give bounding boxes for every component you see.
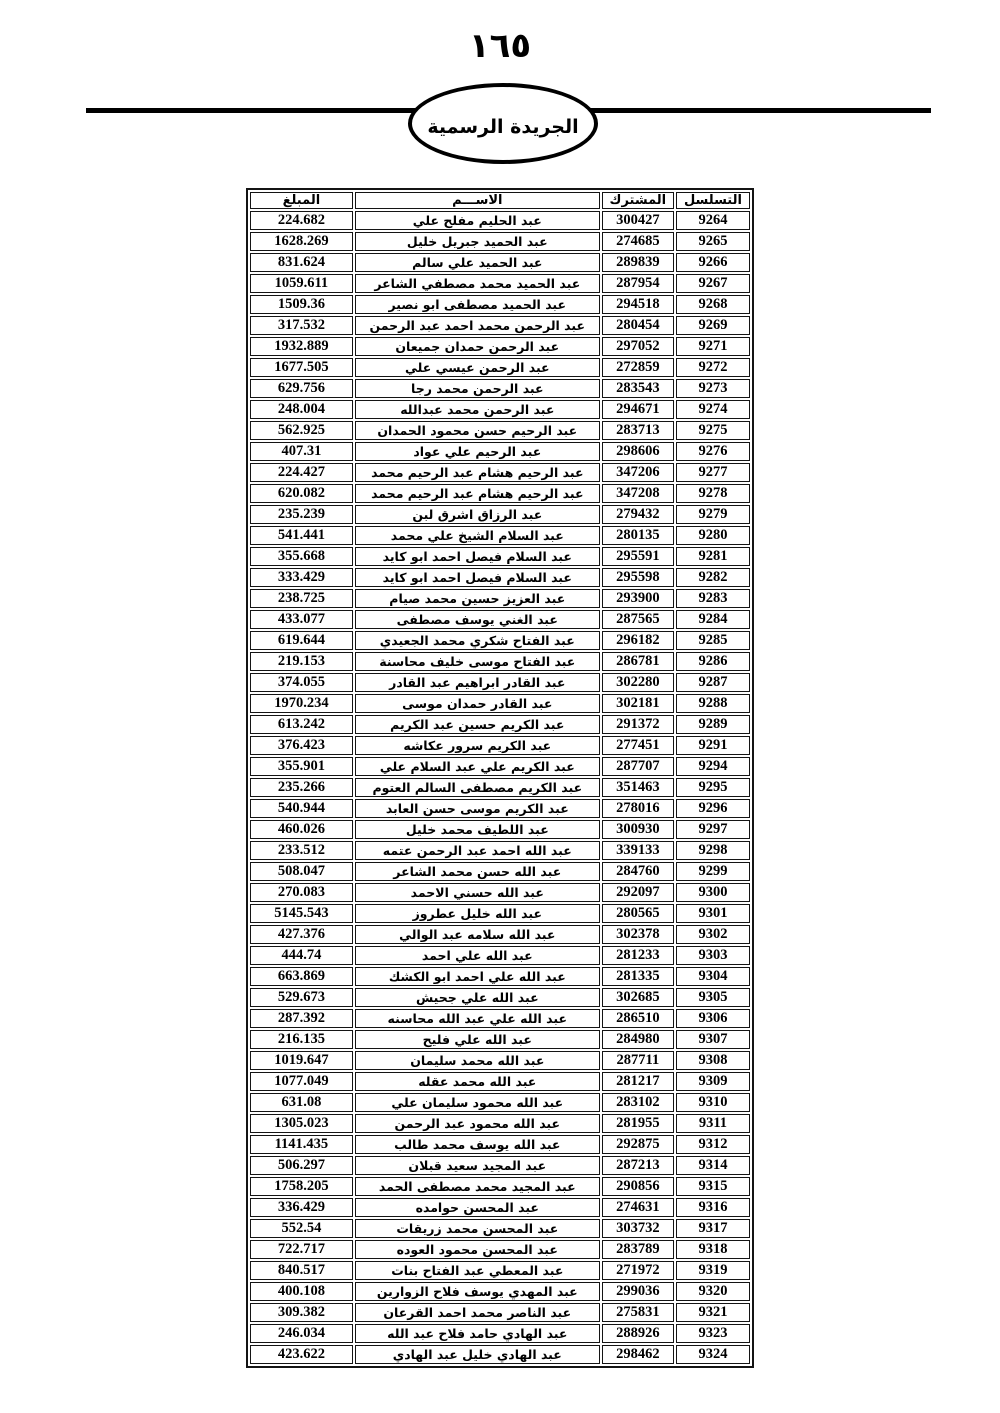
table-row: [250, 484, 750, 503]
table-row: [250, 1114, 750, 1133]
cell-serial: 9288: [676, 694, 750, 713]
cell-name: عبد المهدي يوسف فلاح الزوارين: [355, 1282, 600, 1301]
cell-serial: 9302: [676, 925, 750, 944]
cell-serial: 9284: [676, 610, 750, 629]
table-row: [250, 337, 750, 356]
cell-amount: 444.74: [250, 946, 353, 965]
cell-amount: 562.925: [250, 421, 353, 440]
cell-amount: 5145.543: [250, 904, 353, 923]
table-row: [250, 274, 750, 293]
cell-serial: 9264: [676, 211, 750, 230]
cell-amount: 1141.435: [250, 1135, 353, 1154]
cell-serial: 9318: [676, 1240, 750, 1259]
cell-amount: 840.517: [250, 1261, 353, 1280]
cell-subscriber: 286510: [602, 1009, 674, 1028]
table-row: [250, 1135, 750, 1154]
table-row: [250, 1093, 750, 1112]
records-table: [246, 188, 754, 1368]
table-row: [250, 1051, 750, 1070]
cell-name: عبد الحميد علي سالم: [355, 253, 600, 272]
cell-serial: 9276: [676, 442, 750, 461]
gazette-title-ellipse: [408, 83, 598, 164]
cell-subscriber: 288926: [602, 1324, 674, 1343]
cell-name: عبد الرحمن حمدان جميعان: [355, 337, 600, 356]
cell-name: عبد الغني يوسف مصطفى: [355, 610, 600, 629]
table-row: [250, 673, 750, 692]
cell-serial: 9309: [676, 1072, 750, 1091]
cell-amount: 1059.611: [250, 274, 353, 293]
cell-amount: 355.668: [250, 547, 353, 566]
cell-serial: 9282: [676, 568, 750, 587]
cell-serial: 9275: [676, 421, 750, 440]
cell-subscriber: 296182: [602, 631, 674, 650]
cell-subscriber: 291372: [602, 715, 674, 734]
table-row: [250, 946, 750, 965]
table-row: [250, 316, 750, 335]
cell-amount: 1509.36: [250, 295, 353, 314]
cell-serial: 9300: [676, 883, 750, 902]
cell-amount: 427.376: [250, 925, 353, 944]
cell-serial: 9320: [676, 1282, 750, 1301]
cell-subscriber: 347206: [602, 463, 674, 482]
cell-subscriber: 283713: [602, 421, 674, 440]
cell-name: عبد الكريم علي عبد السلام علي: [355, 757, 600, 776]
table-row: [250, 694, 750, 713]
cell-amount: 336.429: [250, 1198, 353, 1217]
cell-name: عبد المحسن محمود العوده: [355, 1240, 600, 1259]
table-row: [250, 1156, 750, 1175]
cell-name: عبد السلام فيصل احمد ابو كايد: [355, 547, 600, 566]
cell-name: عبد الرحمن عيسي علي: [355, 358, 600, 377]
cell-serial: 9265: [676, 232, 750, 251]
cell-subscriber: 302685: [602, 988, 674, 1007]
table-row: [250, 463, 750, 482]
table-row: [250, 967, 750, 986]
cell-amount: 613.242: [250, 715, 353, 734]
cell-name: عبد الرحيم علي عواد: [355, 442, 600, 461]
cell-name: عبد الله محمود عبد الرحمن: [355, 1114, 600, 1133]
cell-name: عبد الحليم مفلح علي: [355, 211, 600, 230]
cell-serial: 9305: [676, 988, 750, 1007]
table-row: [250, 1282, 750, 1301]
table-row: [250, 904, 750, 923]
cell-subscriber: 290856: [602, 1177, 674, 1196]
cell-name: عبد المحسن حوامده: [355, 1198, 600, 1217]
cell-amount: 506.297: [250, 1156, 353, 1175]
cell-subscriber: 347208: [602, 484, 674, 503]
cell-subscriber: 272859: [602, 358, 674, 377]
table-row: [250, 988, 750, 1007]
cell-name: عبد الله علي جحيش: [355, 988, 600, 1007]
cell-serial: 9285: [676, 631, 750, 650]
cell-subscriber: 275831: [602, 1303, 674, 1322]
cell-amount: 224.682: [250, 211, 353, 230]
cell-serial: 9303: [676, 946, 750, 965]
cell-amount: 400.108: [250, 1282, 353, 1301]
cell-name: عبد المجيد سعيد قبلان: [355, 1156, 600, 1175]
cell-serial: 9304: [676, 967, 750, 986]
cell-amount: 1932.889: [250, 337, 353, 356]
table-row: [250, 736, 750, 755]
cell-subscriber: 339133: [602, 841, 674, 860]
cell-amount: 235.266: [250, 778, 353, 797]
table-row: [250, 358, 750, 377]
cell-subscriber: 287954: [602, 274, 674, 293]
cell-serial: 9298: [676, 841, 750, 860]
table-row: [250, 610, 750, 629]
table-row: [250, 1009, 750, 1028]
cell-serial: 9272: [676, 358, 750, 377]
cell-subscriber: 281335: [602, 967, 674, 986]
records-tbody: [250, 211, 750, 1364]
cell-amount: 460.026: [250, 820, 353, 839]
cell-subscriber: 281955: [602, 1114, 674, 1133]
cell-serial: 9310: [676, 1093, 750, 1112]
table-row: [250, 505, 750, 524]
table-row: [250, 820, 750, 839]
cell-amount: 423.622: [250, 1345, 353, 1364]
cell-name: عبد الناصر محمد احمد القرعان: [355, 1303, 600, 1322]
cell-subscriber: 287711: [602, 1051, 674, 1070]
cell-amount: 407.31: [250, 442, 353, 461]
cell-serial: 9267: [676, 274, 750, 293]
cell-name: عبد الرحمن محمد احمد عبد الرحمن: [355, 316, 600, 335]
cell-amount: 1758.205: [250, 1177, 353, 1196]
table-header-row: [250, 192, 750, 209]
table-row: [250, 442, 750, 461]
cell-amount: 287.392: [250, 1009, 353, 1028]
cell-amount: 831.624: [250, 253, 353, 272]
cell-serial: 9286: [676, 652, 750, 671]
cell-serial: 9277: [676, 463, 750, 482]
cell-name: عبد الرحيم هشام عبد الرحيم محمد: [355, 484, 600, 503]
cell-subscriber: 292097: [602, 883, 674, 902]
cell-serial: 9294: [676, 757, 750, 776]
cell-name: عبد الحميد جبريل خليل: [355, 232, 600, 251]
cell-name: عبد اللطيف محمد خليل: [355, 820, 600, 839]
cell-serial: 9271: [676, 337, 750, 356]
cell-name: عبد الله حسني الاحمد: [355, 883, 600, 902]
cell-name: عبد الحميد محمد مصطفي الشاعر: [355, 274, 600, 293]
cell-serial: 9317: [676, 1219, 750, 1238]
cell-subscriber: 284760: [602, 862, 674, 881]
cell-amount: 317.532: [250, 316, 353, 335]
cell-subscriber: 298462: [602, 1345, 674, 1364]
cell-name: عبد الله احمد عبد الرحمن عتمه: [355, 841, 600, 860]
cell-serial: 9280: [676, 526, 750, 545]
table-row: [250, 799, 750, 818]
cell-subscriber: 284980: [602, 1030, 674, 1049]
cell-amount: 631.08: [250, 1093, 353, 1112]
cell-serial: 9323: [676, 1324, 750, 1343]
cell-serial: 9273: [676, 379, 750, 398]
cell-amount: 619.644: [250, 631, 353, 650]
cell-subscriber: 281217: [602, 1072, 674, 1091]
table-row: [250, 400, 750, 419]
cell-serial: 9268: [676, 295, 750, 314]
cell-amount: 629.756: [250, 379, 353, 398]
cell-subscriber: 294671: [602, 400, 674, 419]
cell-amount: 1077.049: [250, 1072, 353, 1091]
cell-name: عبد الله حسن محمد الشاعر: [355, 862, 600, 881]
cell-amount: 216.135: [250, 1030, 353, 1049]
cell-subscriber: 300427: [602, 211, 674, 230]
table-row: [250, 568, 750, 587]
cell-subscriber: 274685: [602, 232, 674, 251]
cell-name: عبد العزيز حسين محمد صيام: [355, 589, 600, 608]
cell-serial: 9299: [676, 862, 750, 881]
cell-amount: 1305.023: [250, 1114, 353, 1133]
column-header-serial: التسلسل: [676, 192, 750, 209]
cell-name: عبد الهادي خليل عبد الهادي: [355, 1345, 600, 1364]
cell-amount: 235.239: [250, 505, 353, 524]
cell-serial: 9307: [676, 1030, 750, 1049]
cell-serial: 9308: [676, 1051, 750, 1070]
cell-name: عبد المجيد محمد مصطفى الحمد: [355, 1177, 600, 1196]
cell-name: عبد الله محمود سليمان علي: [355, 1093, 600, 1112]
cell-serial: 9278: [676, 484, 750, 503]
cell-amount: 1970.234: [250, 694, 353, 713]
cell-serial: 9321: [676, 1303, 750, 1322]
table-row: [250, 778, 750, 797]
table-row: [250, 295, 750, 314]
cell-subscriber: 298606: [602, 442, 674, 461]
cell-subscriber: 293900: [602, 589, 674, 608]
cell-subscriber: 280565: [602, 904, 674, 923]
cell-subscriber: 283543: [602, 379, 674, 398]
cell-amount: 309.382: [250, 1303, 353, 1322]
cell-name: عبد الله خليل عطروز: [355, 904, 600, 923]
cell-subscriber: 289839: [602, 253, 674, 272]
cell-name: عبد الكريم موسى حسن العابد: [355, 799, 600, 818]
cell-serial: 9311: [676, 1114, 750, 1133]
cell-serial: 9297: [676, 820, 750, 839]
table-row: [250, 1345, 750, 1364]
cell-name: عبد القادر ابراهيم عبد القادر: [355, 673, 600, 692]
cell-name: عبد الهادي حامد فلاح عبد الله: [355, 1324, 600, 1343]
table-row: [250, 715, 750, 734]
table-row: [250, 1261, 750, 1280]
table-row: [250, 232, 750, 251]
page-number: ١٦٥: [468, 26, 532, 66]
cell-subscriber: 295591: [602, 547, 674, 566]
cell-amount: 1677.505: [250, 358, 353, 377]
cell-subscriber: 302378: [602, 925, 674, 944]
cell-amount: 1019.647: [250, 1051, 353, 1070]
table-row: [250, 1177, 750, 1196]
cell-subscriber: 271972: [602, 1261, 674, 1280]
cell-subscriber: 303732: [602, 1219, 674, 1238]
cell-name: عبد الحميد مصطفى ابو نصير: [355, 295, 600, 314]
cell-subscriber: 283102: [602, 1093, 674, 1112]
cell-name: عبد الله علي عبد الله محاسنه: [355, 1009, 600, 1028]
cell-subscriber: 287707: [602, 757, 674, 776]
table-row: [250, 253, 750, 272]
cell-name: عبد الرزاق اشرق لبن: [355, 505, 600, 524]
table-row: [250, 1240, 750, 1259]
cell-amount: 552.54: [250, 1219, 353, 1238]
cell-subscriber: 287565: [602, 610, 674, 629]
cell-subscriber: 286781: [602, 652, 674, 671]
table-row: [250, 1072, 750, 1091]
cell-subscriber: 280135: [602, 526, 674, 545]
table-row: [250, 421, 750, 440]
table-row: [250, 883, 750, 902]
cell-amount: 333.429: [250, 568, 353, 587]
cell-subscriber: 302280: [602, 673, 674, 692]
cell-amount: 1628.269: [250, 232, 353, 251]
cell-serial: 9281: [676, 547, 750, 566]
cell-subscriber: 274631: [602, 1198, 674, 1217]
cell-name: عبد الله محمد سليمان: [355, 1051, 600, 1070]
cell-subscriber: 279432: [602, 505, 674, 524]
table-row: [250, 1324, 750, 1343]
cell-serial: 9287: [676, 673, 750, 692]
table-row: [250, 1030, 750, 1049]
cell-amount: 248.004: [250, 400, 353, 419]
table-row: [250, 1219, 750, 1238]
cell-amount: 270.083: [250, 883, 353, 902]
cell-subscriber: 299036: [602, 1282, 674, 1301]
column-header-name: الاســـم: [355, 192, 600, 209]
cell-amount: 508.047: [250, 862, 353, 881]
table-row: [250, 652, 750, 671]
cell-serial: 9279: [676, 505, 750, 524]
table-row: [250, 547, 750, 566]
cell-name: عبد الكريم مصطفى السالم العتوم: [355, 778, 600, 797]
column-header-amount: المبلغ: [250, 192, 353, 209]
cell-name: عبد الرحيم هشام عبد الرحيم محمد: [355, 463, 600, 482]
cell-serial: 9289: [676, 715, 750, 734]
cell-subscriber: 287213: [602, 1156, 674, 1175]
cell-amount: 433.077: [250, 610, 353, 629]
cell-amount: 219.153: [250, 652, 353, 671]
cell-subscriber: 295598: [602, 568, 674, 587]
cell-subscriber: 292875: [602, 1135, 674, 1154]
records-table-container: [246, 188, 754, 1368]
cell-serial: 9315: [676, 1177, 750, 1196]
cell-amount: 663.869: [250, 967, 353, 986]
cell-serial: 9314: [676, 1156, 750, 1175]
cell-name: عبد الفتاح موسى خليف محاسنة: [355, 652, 600, 671]
cell-name: عبد الفتاح شكري محمد الجعيدي: [355, 631, 600, 650]
cell-amount: 541.441: [250, 526, 353, 545]
cell-subscriber: 294518: [602, 295, 674, 314]
cell-name: عبد الله سلامه عبد الوالي: [355, 925, 600, 944]
cell-serial: 9296: [676, 799, 750, 818]
table-row: [250, 589, 750, 608]
cell-amount: 374.055: [250, 673, 353, 692]
cell-serial: 9319: [676, 1261, 750, 1280]
table-row: [250, 841, 750, 860]
cell-name: عبد المحسن محمد زريقات: [355, 1219, 600, 1238]
table-row: [250, 1303, 750, 1322]
cell-amount: 233.512: [250, 841, 353, 860]
cell-serial: 9324: [676, 1345, 750, 1364]
table-row: [250, 862, 750, 881]
cell-amount: 246.034: [250, 1324, 353, 1343]
cell-amount: 620.082: [250, 484, 353, 503]
cell-amount: 722.717: [250, 1240, 353, 1259]
table-row: [250, 1198, 750, 1217]
cell-serial: 9266: [676, 253, 750, 272]
gazette-title: الجريدة الرسمية: [427, 115, 579, 138]
cell-subscriber: 277451: [602, 736, 674, 755]
cell-name: عبد الرحيم حسن محمود الحمدان: [355, 421, 600, 440]
cell-subscriber: 351463: [602, 778, 674, 797]
cell-subscriber: 278016: [602, 799, 674, 818]
cell-serial: 9269: [676, 316, 750, 335]
cell-subscriber: 297052: [602, 337, 674, 356]
cell-name: عبد الله علي فليح: [355, 1030, 600, 1049]
cell-subscriber: 283789: [602, 1240, 674, 1259]
cell-name: عبد القادر حمدان موسى: [355, 694, 600, 713]
cell-amount: 224.427: [250, 463, 353, 482]
cell-serial: 9306: [676, 1009, 750, 1028]
cell-serial: 9295: [676, 778, 750, 797]
table-row: [250, 379, 750, 398]
cell-serial: 9301: [676, 904, 750, 923]
cell-subscriber: 281233: [602, 946, 674, 965]
table-row: [250, 925, 750, 944]
cell-serial: 9274: [676, 400, 750, 419]
cell-name: عبد الله محمد عقله: [355, 1072, 600, 1091]
table-row: [250, 757, 750, 776]
cell-serial: 9312: [676, 1135, 750, 1154]
cell-serial: 9316: [676, 1198, 750, 1217]
cell-subscriber: 280454: [602, 316, 674, 335]
cell-amount: 540.944: [250, 799, 353, 818]
table-row: [250, 631, 750, 650]
cell-subscriber: 300930: [602, 820, 674, 839]
cell-amount: 376.423: [250, 736, 353, 755]
cell-subscriber: 302181: [602, 694, 674, 713]
cell-name: عبد الكريم حسين عبد الكريم: [355, 715, 600, 734]
cell-amount: 238.725: [250, 589, 353, 608]
cell-serial: 9291: [676, 736, 750, 755]
cell-name: عبد المعطي عبد الفتاح بنات: [355, 1261, 600, 1280]
table-row: [250, 526, 750, 545]
column-header-subscriber: المشترك: [602, 192, 674, 209]
cell-name: عبد الله علي احمد ابو الكشك: [355, 967, 600, 986]
cell-name: عبد السلام فيصل احمد ابو كايد: [355, 568, 600, 587]
cell-name: عبد الله يوسف محمد طالب: [355, 1135, 600, 1154]
cell-serial: 9283: [676, 589, 750, 608]
table-row: [250, 211, 750, 230]
cell-name: عبد الرحمن محمد رجا: [355, 379, 600, 398]
cell-name: عبد الكريم سرور عكاشه: [355, 736, 600, 755]
cell-name: عبد الله علي احمد: [355, 946, 600, 965]
cell-name: عبد السلام الشيخ علي محمد: [355, 526, 600, 545]
cell-name: عبد الرحمن محمد عبدالله: [355, 400, 600, 419]
cell-amount: 355.901: [250, 757, 353, 776]
cell-amount: 529.673: [250, 988, 353, 1007]
